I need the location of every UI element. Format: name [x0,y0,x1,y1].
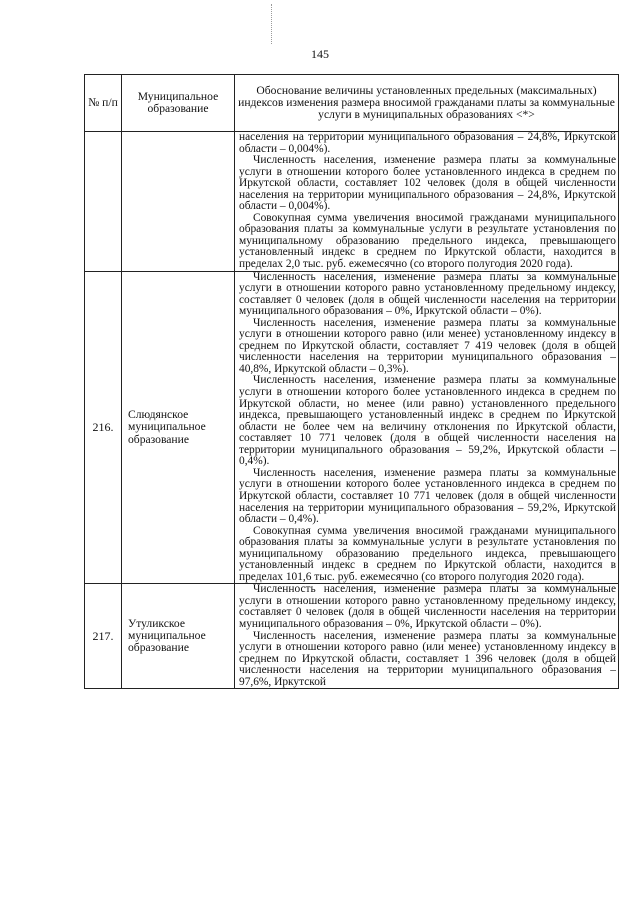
header-number: № п/п [85,75,122,132]
paragraph: Совокупная сумма увеличения вносимой гражданами муниципального образования платы за коммунальные услуги в результате установления по муниципальному образованию предельного индекса, превышающего установленный индекс в среднем по Иркутской области, находится в пределах 2,0 тыс. руб. ежемесячно (со второго полугодия 2020 года). [239,211,616,271]
row-number: 216. [85,271,122,584]
paragraph: Численность населения, изменение размера платы за коммунальные услуги в отношении которого равно установленному предельному индексу, составляет 0 человек (доля в общей численности населения на территории муниципального образования – 0%, Иркутской области – 0%). [239,583,616,630]
table-row [85,132,619,272]
table-row [85,271,619,584]
row-number: 217. [85,584,122,689]
row-municipality: Слюдянское муниципальное образование [122,271,235,584]
header-municipality: Муниципальное образование [122,75,235,132]
page-number: 145 [311,47,329,61]
scan-artifact [271,4,274,44]
row-justification [235,132,619,272]
table-header-row [85,75,619,132]
row-justification [235,584,619,689]
row-justification [235,271,619,584]
row-municipality [122,132,235,272]
row-municipality: Утуликское муниципальное образование [122,584,235,689]
paragraph: Численность населения, изменение размера платы за коммунальные услуги в отношении которого равно (или менее) установленному индексу в среднем по Иркутской области, составляет 7 419 человек (доля в общей численности населения на территории муниципального образования – 40,8%, Иркутской области – 0,3%). [239,316,616,375]
paragraph: Численность населения, изменение размера платы за коммунальные услуги в отношении которого более установленного индекса в среднем по Иркутской области, составляет 10 771 человек (доля в общей численности населения на территории муниципального образования – 59,2%, Иркутской области – 0,4%). [239,466,616,526]
paragraph: Численность населения, изменение размера платы за коммунальные услуги в отношении которого равно (или менее) установленному индексу в среднем по Иркутской области, составляет 1 396 человек (доля в общей численности населения на территории муниципального образования – 97,6%, Иркутской [239,629,616,688]
indices-table [84,74,619,689]
paragraph: Численность населения, изменение размера платы за коммунальные услуги в отношении которого равно установленному предельному индексу, составляет 0 человек (доля в общей численности населения на территории муниципального образования – 0%, Иркутской области – 0%). [239,270,616,318]
paragraph: Совокупная сумма увеличения вносимой гражданами муниципального образования платы за коммунальные услуги в результате установления по муниципальному образованию предельного индекса, превышающего установленный индекс в среднем по Иркутской области, находится в пределах 101,6 тыс. руб. ежемесячно (со второго полугодия 2020 года). [239,524,616,583]
paragraph: Численность населения, изменение размера платы за коммунальные услуги в отношении которого более установленного индекса в среднем по Иркутской области, но менее (или равно) установленного предельного индекса, превышающего установленный индекс в среднем по Иркутской области не более чем на величину отклонения по Иркутской области, составляет 10 771 человек (доля в общей численности населения на территории муниципального образования – 59,2%, Иркутской области – 0,4%). [239,374,616,468]
row-number [85,132,122,272]
header-justification: Обоснование величины установленных предельных (максимальных) индексов изменения размера вносимой гражданами платы за коммунальные услуги в муниципальных образованиях <*> [235,75,619,132]
table-row [85,584,619,689]
paragraph: населения на территории муниципального образования – 24,8%, Иркутской области – 0,004%). [239,131,616,155]
paragraph: Численность населения, изменение размера платы за коммунальные услуги в отношении которого более установленного индекса в среднем по Иркутской области, составляет 102 человек (доля в общей численности населения на территории муниципального образования – 24,8%, Иркутской области – 0,004%). [239,154,616,213]
